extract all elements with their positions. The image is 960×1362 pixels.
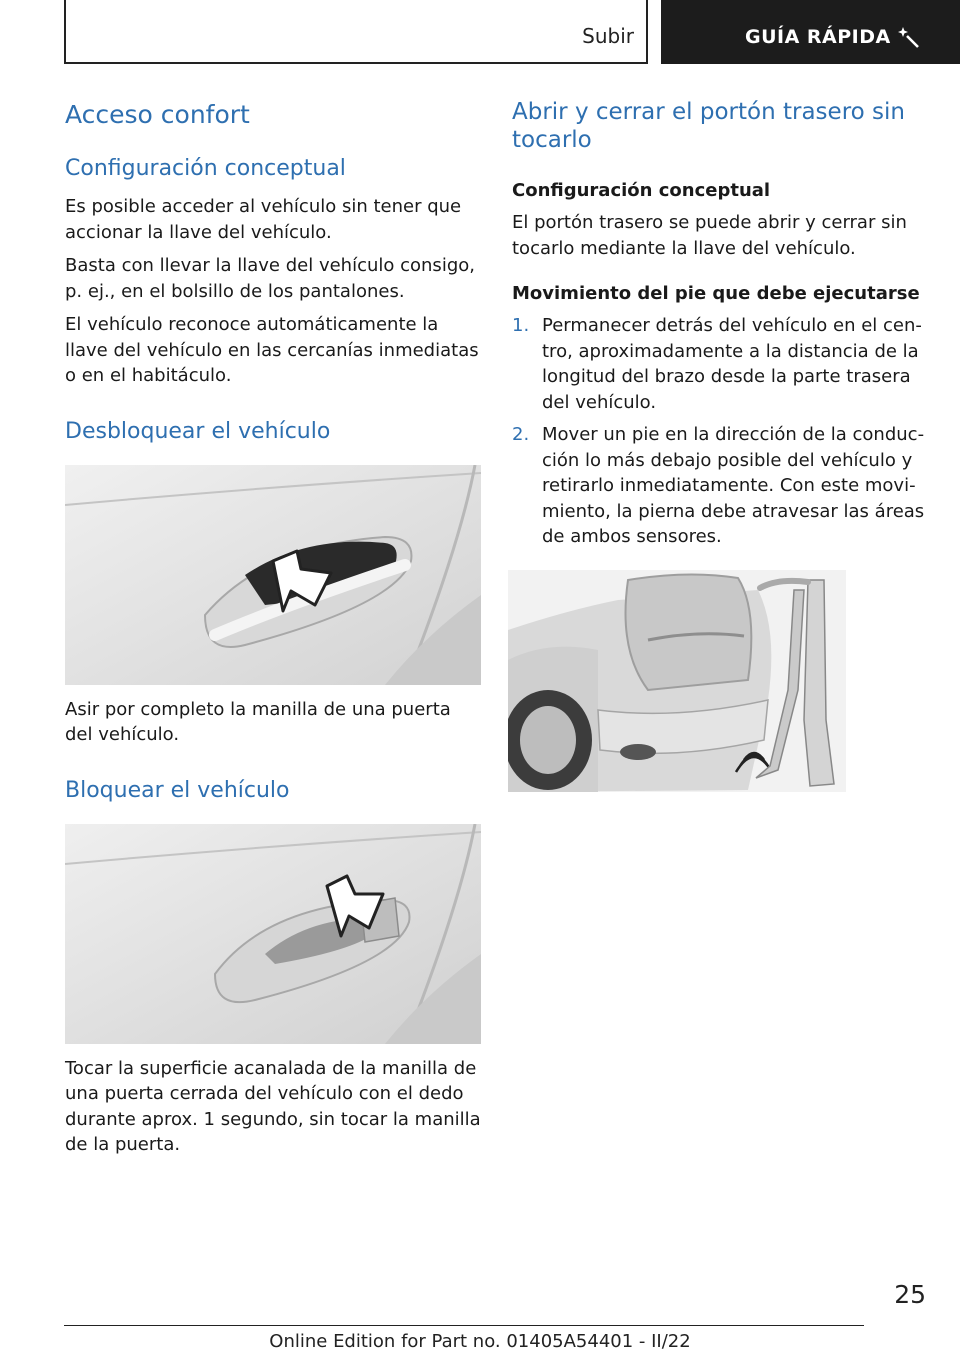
list-item	[512, 313, 926, 415]
up-link[interactable]: Subir	[582, 24, 634, 48]
unlock-instruction: Asir por completo la manilla de una puerta del vehículo.	[65, 698, 451, 745]
step-text: Permanecer detrás del vehículo en el centro, aproximadamente a la distancia de la longitud del brazo desde la parte trasera del vehículo.	[542, 315, 922, 413]
header-frame	[64, 0, 648, 64]
section-title-comfort-access: Acceso confort	[65, 100, 250, 129]
lock-heading: Bloquear el vehículo	[65, 777, 290, 803]
tailgate-kick-illustration	[508, 570, 846, 792]
right-column	[512, 98, 926, 792]
unlock-heading: Desbloquear el vehículo	[65, 418, 331, 444]
tailgate-concept-text: El portón trasero se puede abrir y cerrar sin tocarlo mediante la llave del vehículo.	[512, 212, 907, 259]
concept-paragraph-3: El vehículo reconoce automáticamente la llave del vehículo en las cercanías inmediatas o en el habitáculo.	[65, 314, 479, 386]
wand-icon	[897, 26, 921, 50]
list-item	[512, 422, 926, 550]
step-number: 2.	[512, 424, 530, 445]
left-column	[65, 98, 481, 1158]
section-tab[interactable]	[661, 0, 960, 64]
unlock-door-handle-illustration	[65, 465, 481, 685]
lock-instruction: Tocar la superficie acanalada de la manilla de una puerta cerrada del vehículo con el dedo durante aprox. 1 segundo, sin tocar la manilla de la puerta.	[65, 1057, 481, 1155]
section-title-tailgate: Abrir y cerrar el portón trasero sin tocarlo	[512, 99, 905, 153]
lock-door-handle-illustration	[65, 824, 481, 1044]
section-tab-label: GUÍA RÁPIDA	[745, 26, 891, 48]
concept-paragraph-1: Es posible acceder al vehículo sin tener que accionar la llave del vehículo.	[65, 196, 462, 243]
step-number: 1.	[512, 315, 530, 336]
step-text: Mover un pie en la dirección de la conducción lo más debajo posible del vehículo y retirarlo inmediatamente. Con este movimiento, la pierna debe atravesar las áreas de ambos sensores.	[542, 424, 925, 547]
foot-movement-heading: Movimiento del pie que debe ejecutarse	[512, 283, 920, 304]
edition-note: Online Edition for Part no. 01405A54401 - II/22	[269, 1331, 691, 1352]
concept-heading: Configuración conceptual	[65, 156, 346, 181]
footer-divider	[64, 1325, 864, 1326]
concept-paragraph-2: Basta con llevar la llave del vehículo consigo, p. ej., en el bolsillo de los pantalones.	[65, 255, 475, 302]
tailgate-concept-heading: Configuración conceptual	[512, 180, 771, 201]
page-number: 25	[894, 1280, 926, 1309]
foot-movement-steps	[512, 313, 926, 550]
